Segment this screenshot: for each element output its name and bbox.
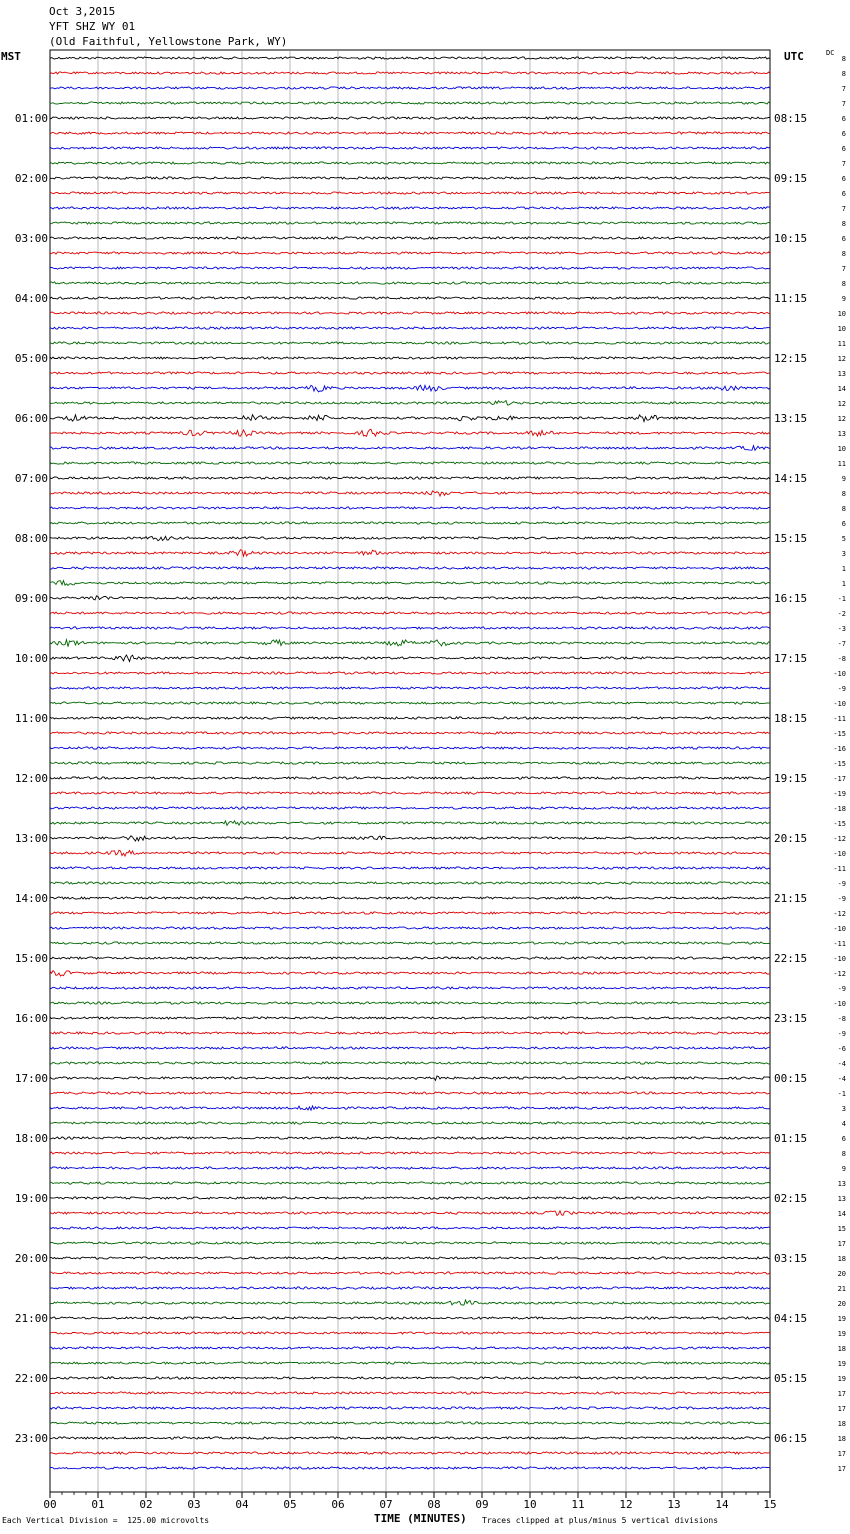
left-hour-label: 04:00 bbox=[14, 292, 48, 305]
seismic-trace bbox=[50, 762, 770, 764]
seismic-trace bbox=[50, 147, 770, 149]
dc-offset-label: 8 bbox=[841, 220, 846, 228]
seismic-trace bbox=[50, 207, 770, 209]
x-tick-label: 04 bbox=[235, 1498, 249, 1511]
seismic-trace bbox=[50, 581, 770, 586]
dc-offset-label: -17 bbox=[833, 775, 846, 783]
dc-offset-label: 19 bbox=[837, 1330, 846, 1338]
seismic-trace bbox=[50, 850, 770, 856]
dc-offset-label: 19 bbox=[837, 1375, 846, 1383]
seismic-trace bbox=[50, 1227, 770, 1229]
seismic-trace bbox=[50, 971, 770, 977]
seismic-trace bbox=[50, 342, 770, 344]
right-hour-label: 08:15 bbox=[774, 112, 808, 125]
seismic-trace bbox=[50, 522, 770, 524]
dc-offset-label: -12 bbox=[833, 835, 846, 843]
x-tick-label: 01 bbox=[91, 1498, 105, 1511]
seismic-trace bbox=[50, 1197, 770, 1199]
station-code: YFT SHZ WY 01 bbox=[49, 20, 136, 33]
dc-offset-label: 6 bbox=[841, 520, 846, 528]
dc-offset-label: 6 bbox=[841, 115, 846, 123]
seismic-trace bbox=[50, 57, 770, 59]
dc-offset-label: 11 bbox=[837, 460, 846, 468]
dc-offset-label: 8 bbox=[841, 280, 846, 288]
left-hour-label: 13:00 bbox=[14, 832, 48, 845]
dc-offset-label: -12 bbox=[833, 910, 846, 918]
dc-offset-label: -9 bbox=[837, 880, 846, 888]
dc-offset-label: -12 bbox=[833, 970, 846, 978]
dc-offset-label: -10 bbox=[833, 925, 846, 933]
x-tick-label: 08 bbox=[427, 1498, 441, 1511]
right-hour-label: 03:15 bbox=[774, 1252, 808, 1265]
dc-offset-label: -9 bbox=[837, 685, 846, 693]
seismic-trace bbox=[50, 567, 770, 569]
left-hour-label: 14:00 bbox=[14, 892, 48, 905]
dc-offset-label: -10 bbox=[833, 700, 846, 708]
dc-offset-label: 14 bbox=[837, 1210, 846, 1218]
seismic-trace bbox=[50, 1377, 770, 1379]
dc-offset-label: -15 bbox=[833, 730, 846, 738]
dc-offset-label: 11 bbox=[837, 340, 846, 348]
right-hour-label: 22:15 bbox=[774, 952, 808, 965]
dc-offset-label: 12 bbox=[837, 355, 846, 363]
seismic-trace bbox=[50, 1137, 770, 1139]
seismic-trace bbox=[50, 372, 770, 374]
seismic-trace bbox=[50, 1452, 770, 1454]
plot-frame bbox=[50, 50, 770, 1492]
seismic-trace bbox=[50, 550, 770, 557]
dc-offset-label: 8 bbox=[841, 505, 846, 513]
dc-offset-label: -4 bbox=[837, 1060, 846, 1068]
dc-offset-header: DC bbox=[826, 49, 835, 57]
seismic-trace bbox=[50, 536, 770, 540]
seismic-trace bbox=[50, 655, 770, 662]
seismic-trace bbox=[50, 867, 770, 869]
dc-offset-label: 5 bbox=[841, 535, 846, 543]
station-location: (Old Faithful, Yellowstone Park, WY) bbox=[49, 35, 288, 48]
seismic-trace bbox=[50, 415, 770, 422]
x-tick-label: 15 bbox=[763, 1498, 777, 1511]
dc-offset-label: -9 bbox=[837, 985, 846, 993]
left-hour-label: 02:00 bbox=[14, 172, 48, 185]
seismic-trace bbox=[50, 446, 770, 451]
right-hour-label: 00:15 bbox=[774, 1072, 808, 1085]
seismic-trace bbox=[50, 596, 770, 600]
seismic-trace bbox=[50, 1092, 770, 1094]
seismic-trace bbox=[50, 429, 770, 436]
dc-offset-label: 8 bbox=[841, 490, 846, 498]
left-hour-label: 16:00 bbox=[14, 1012, 48, 1025]
left-hour-label: 19:00 bbox=[14, 1192, 48, 1205]
right-hour-label: 09:15 bbox=[774, 172, 808, 185]
right-hour-label: 12:15 bbox=[774, 352, 808, 365]
seismic-trace bbox=[50, 1017, 770, 1019]
dc-offset-label: 12 bbox=[837, 400, 846, 408]
dc-offset-label: -3 bbox=[837, 625, 846, 633]
seismic-trace bbox=[50, 732, 770, 734]
right-hour-label: 11:15 bbox=[774, 292, 808, 305]
dc-offset-label: 13 bbox=[837, 430, 846, 438]
dc-offset-label: 20 bbox=[837, 1270, 846, 1278]
dc-offset-label: 8 bbox=[841, 55, 846, 63]
seismic-trace bbox=[50, 717, 770, 719]
seismic-trace bbox=[50, 1167, 770, 1169]
right-hour-label: 04:15 bbox=[774, 1312, 808, 1325]
dc-offset-label: 18 bbox=[837, 1345, 846, 1353]
seismic-trace bbox=[50, 957, 770, 959]
seismic-trace bbox=[50, 1317, 770, 1319]
left-hour-label: 15:00 bbox=[14, 952, 48, 965]
right-hour-label: 02:15 bbox=[774, 1192, 808, 1205]
dc-offset-label: 7 bbox=[841, 265, 846, 273]
dc-offset-label: 15 bbox=[837, 1225, 846, 1233]
seismic-trace bbox=[50, 897, 770, 899]
seismic-trace bbox=[50, 282, 770, 284]
seismic-trace bbox=[50, 1467, 770, 1469]
dc-offset-label: -15 bbox=[833, 760, 846, 768]
dc-offset-label: 17 bbox=[837, 1465, 846, 1473]
left-hour-label: 22:00 bbox=[14, 1372, 48, 1385]
seismic-trace bbox=[50, 1437, 770, 1439]
seismic-trace bbox=[50, 222, 770, 224]
seismic-trace bbox=[50, 327, 770, 329]
right-hour-label: 15:15 bbox=[774, 532, 808, 545]
dc-offset-label: -8 bbox=[837, 655, 846, 663]
seismic-trace bbox=[50, 491, 770, 496]
left-hour-label: 20:00 bbox=[14, 1252, 48, 1265]
dc-offset-label: 6 bbox=[841, 190, 846, 198]
seismic-trace bbox=[50, 821, 770, 826]
seismic-trace bbox=[50, 192, 770, 194]
left-hour-label: 09:00 bbox=[14, 592, 48, 605]
dc-offset-label: -11 bbox=[833, 715, 846, 723]
seismic-trace bbox=[50, 87, 770, 89]
seismic-trace bbox=[50, 1257, 770, 1259]
seismic-trace bbox=[50, 401, 770, 406]
seismic-trace bbox=[50, 102, 770, 104]
seismic-trace bbox=[50, 385, 770, 392]
dc-offset-label: 19 bbox=[837, 1315, 846, 1323]
right-hour-label: 23:15 bbox=[774, 1012, 808, 1025]
dc-offset-label: 6 bbox=[841, 175, 846, 183]
dc-offset-label: 6 bbox=[841, 145, 846, 153]
dc-offset-label: 8 bbox=[841, 70, 846, 78]
dc-offset-label: 13 bbox=[837, 1180, 846, 1188]
seismic-trace bbox=[50, 702, 770, 704]
seismic-trace bbox=[50, 882, 770, 884]
right-hour-label: 10:15 bbox=[774, 232, 808, 245]
dc-offset-label: -16 bbox=[833, 745, 846, 753]
left-hour-label: 05:00 bbox=[14, 352, 48, 365]
dc-offset-label: 7 bbox=[841, 100, 846, 108]
seismic-trace bbox=[50, 672, 770, 674]
dc-offset-label: 17 bbox=[837, 1390, 846, 1398]
seismic-trace bbox=[50, 1362, 770, 1364]
dc-offset-label: 7 bbox=[841, 85, 846, 93]
dc-offset-label: -4 bbox=[837, 1075, 846, 1083]
x-tick-label: 13 bbox=[667, 1498, 681, 1511]
dc-offset-label: 14 bbox=[837, 385, 846, 393]
x-tick-label: 05 bbox=[283, 1498, 297, 1511]
seismic-trace bbox=[50, 612, 770, 614]
seismic-trace bbox=[50, 1032, 770, 1034]
dc-offset-label: 8 bbox=[841, 1150, 846, 1158]
dc-offset-label: 17 bbox=[837, 1240, 846, 1248]
left-hour-label: 07:00 bbox=[14, 472, 48, 485]
dc-offset-label: -1 bbox=[837, 1090, 846, 1098]
seismic-trace bbox=[50, 1300, 770, 1305]
seismic-trace bbox=[50, 792, 770, 794]
left-hour-label: 23:00 bbox=[14, 1432, 48, 1445]
right-hour-label: 18:15 bbox=[774, 712, 808, 725]
seismic-trace bbox=[50, 1422, 770, 1424]
dc-offset-label: 6 bbox=[841, 1135, 846, 1143]
seismic-trace bbox=[50, 297, 770, 299]
x-tick-label: 09 bbox=[475, 1498, 489, 1511]
left-hour-label: 11:00 bbox=[14, 712, 48, 725]
dc-offset-label: 7 bbox=[841, 160, 846, 168]
dc-offset-label: -6 bbox=[837, 1045, 846, 1053]
seismic-trace bbox=[50, 1047, 770, 1049]
seismic-trace bbox=[50, 132, 770, 134]
dc-offset-label: 9 bbox=[841, 295, 846, 303]
seismic-trace bbox=[50, 462, 770, 464]
seismic-trace bbox=[50, 777, 770, 779]
dc-offset-label: 17 bbox=[837, 1450, 846, 1458]
left-hour-label: 03:00 bbox=[14, 232, 48, 245]
left-timezone-label: MST bbox=[1, 50, 21, 63]
seismic-trace bbox=[50, 1211, 770, 1216]
dc-offset-label: 19 bbox=[837, 1360, 846, 1368]
seismic-trace bbox=[50, 836, 770, 841]
x-tick-label: 02 bbox=[139, 1498, 153, 1511]
dc-offset-label: -8 bbox=[837, 1015, 846, 1023]
dc-offset-label: -19 bbox=[833, 790, 846, 798]
dc-offset-label: -15 bbox=[833, 820, 846, 828]
seismic-trace bbox=[50, 1182, 770, 1184]
dc-offset-label: 10 bbox=[837, 325, 846, 333]
right-hour-label: 14:15 bbox=[774, 472, 808, 485]
right-hour-label: 01:15 bbox=[774, 1132, 808, 1145]
seismic-trace bbox=[50, 267, 770, 269]
right-hour-label: 19:15 bbox=[774, 772, 808, 785]
seismic-trace bbox=[50, 237, 770, 239]
left-hour-label: 17:00 bbox=[14, 1072, 48, 1085]
dc-offset-label: 6 bbox=[841, 235, 846, 243]
dc-offset-label: 13 bbox=[837, 1195, 846, 1203]
x-tick-label: 06 bbox=[331, 1498, 345, 1511]
seismic-trace bbox=[50, 1272, 770, 1274]
dc-offset-label: 1 bbox=[841, 565, 846, 573]
seismic-trace bbox=[50, 687, 770, 689]
clip-note: Traces clipped at plus/minus 5 vertical divisions bbox=[482, 1516, 719, 1525]
x-tick-label: 11 bbox=[571, 1498, 585, 1511]
seismic-trace bbox=[50, 1062, 770, 1064]
seismic-trace bbox=[50, 1122, 770, 1124]
seismic-trace bbox=[50, 927, 770, 929]
seismic-trace bbox=[50, 252, 770, 254]
seismic-trace bbox=[50, 507, 770, 509]
seismic-trace bbox=[50, 477, 770, 479]
plot-date: Oct 3,2015 bbox=[49, 5, 116, 18]
dc-offset-label: 18 bbox=[837, 1420, 846, 1428]
dc-offset-label: 18 bbox=[837, 1255, 846, 1263]
right-hour-label: 16:15 bbox=[774, 592, 808, 605]
left-hour-label: 08:00 bbox=[14, 532, 48, 545]
left-hour-label: 06:00 bbox=[14, 412, 48, 425]
seismic-trace bbox=[50, 1076, 770, 1080]
seismic-trace bbox=[50, 1332, 770, 1334]
right-hour-label: 20:15 bbox=[774, 832, 808, 845]
seismic-trace bbox=[50, 640, 770, 647]
x-tick-label: 07 bbox=[379, 1498, 393, 1511]
seismic-trace bbox=[50, 1152, 770, 1154]
seismic-trace bbox=[50, 1002, 770, 1004]
x-tick-label: 12 bbox=[619, 1498, 633, 1511]
dc-offset-label: -9 bbox=[837, 895, 846, 903]
seismic-trace bbox=[50, 1242, 770, 1244]
left-hour-label: 01:00 bbox=[14, 112, 48, 125]
dc-offset-label: -1 bbox=[837, 595, 846, 603]
seismic-trace bbox=[50, 987, 770, 989]
dc-offset-label: 4 bbox=[841, 1120, 846, 1128]
left-hour-label: 18:00 bbox=[14, 1132, 48, 1145]
seismic-trace bbox=[50, 1287, 770, 1289]
dc-offset-label: -10 bbox=[833, 955, 846, 963]
dc-offset-label: 8 bbox=[841, 250, 846, 258]
dc-offset-label: -18 bbox=[833, 805, 846, 813]
dc-offset-label: -11 bbox=[833, 865, 846, 873]
dc-offset-label: 21 bbox=[837, 1285, 846, 1293]
dc-offset-label: 3 bbox=[841, 550, 846, 558]
dc-offset-label: -11 bbox=[833, 940, 846, 948]
seismic-trace bbox=[50, 942, 770, 944]
dc-offset-label: -10 bbox=[833, 850, 846, 858]
dc-offset-label: 1 bbox=[841, 580, 846, 588]
seismic-trace bbox=[50, 312, 770, 314]
seismic-trace bbox=[50, 72, 770, 74]
dc-offset-label: 6 bbox=[841, 130, 846, 138]
seismic-trace bbox=[50, 912, 770, 914]
dc-offset-label: 18 bbox=[837, 1435, 846, 1443]
dc-offset-label: -7 bbox=[837, 640, 846, 648]
dc-offset-label: -9 bbox=[837, 1030, 846, 1038]
dc-offset-label: 13 bbox=[837, 370, 846, 378]
seismic-trace bbox=[50, 1392, 770, 1394]
seismic-trace bbox=[50, 177, 770, 179]
x-tick-label: 14 bbox=[715, 1498, 729, 1511]
dc-offset-label: 10 bbox=[837, 445, 846, 453]
x-tick-label: 03 bbox=[187, 1498, 201, 1511]
dc-offset-label: 3 bbox=[841, 1105, 846, 1113]
scale-note: Each Vertical Division = 125.00 microvolts bbox=[2, 1516, 210, 1525]
left-hour-label: 12:00 bbox=[14, 772, 48, 785]
right-hour-label: 17:15 bbox=[774, 652, 808, 665]
right-hour-label: 05:15 bbox=[774, 1372, 808, 1385]
right-hour-label: 21:15 bbox=[774, 892, 808, 905]
seismic-trace bbox=[50, 807, 770, 809]
seismic-trace bbox=[50, 627, 770, 629]
x-axis-title: TIME (MINUTES) bbox=[374, 1512, 467, 1525]
dc-offset-label: -10 bbox=[833, 1000, 846, 1008]
dc-offset-label: -10 bbox=[833, 670, 846, 678]
dc-offset-label: 9 bbox=[841, 475, 846, 483]
dc-offset-label: 9 bbox=[841, 1165, 846, 1173]
seismic-trace bbox=[50, 1106, 770, 1110]
dc-offset-label: 10 bbox=[837, 310, 846, 318]
seismic-trace bbox=[50, 117, 770, 119]
right-hour-label: 06:15 bbox=[774, 1432, 808, 1445]
x-tick-label: 10 bbox=[523, 1498, 537, 1511]
left-hour-label: 21:00 bbox=[14, 1312, 48, 1325]
dc-offset-label: 7 bbox=[841, 205, 846, 213]
dc-offset-label: -2 bbox=[837, 610, 846, 618]
seismic-trace bbox=[50, 357, 770, 359]
dc-offset-label: 20 bbox=[837, 1300, 846, 1308]
left-hour-label: 10:00 bbox=[14, 652, 48, 665]
x-tick-label: 00 bbox=[43, 1498, 57, 1511]
dc-offset-label: 17 bbox=[837, 1405, 846, 1413]
right-timezone-label: UTC bbox=[784, 50, 804, 63]
seismic-trace bbox=[50, 1407, 770, 1409]
dc-offset-label: 12 bbox=[837, 415, 846, 423]
right-hour-label: 13:15 bbox=[774, 412, 808, 425]
seismic-trace bbox=[50, 162, 770, 164]
seismic-trace bbox=[50, 747, 770, 749]
seismic-trace bbox=[50, 1347, 770, 1349]
